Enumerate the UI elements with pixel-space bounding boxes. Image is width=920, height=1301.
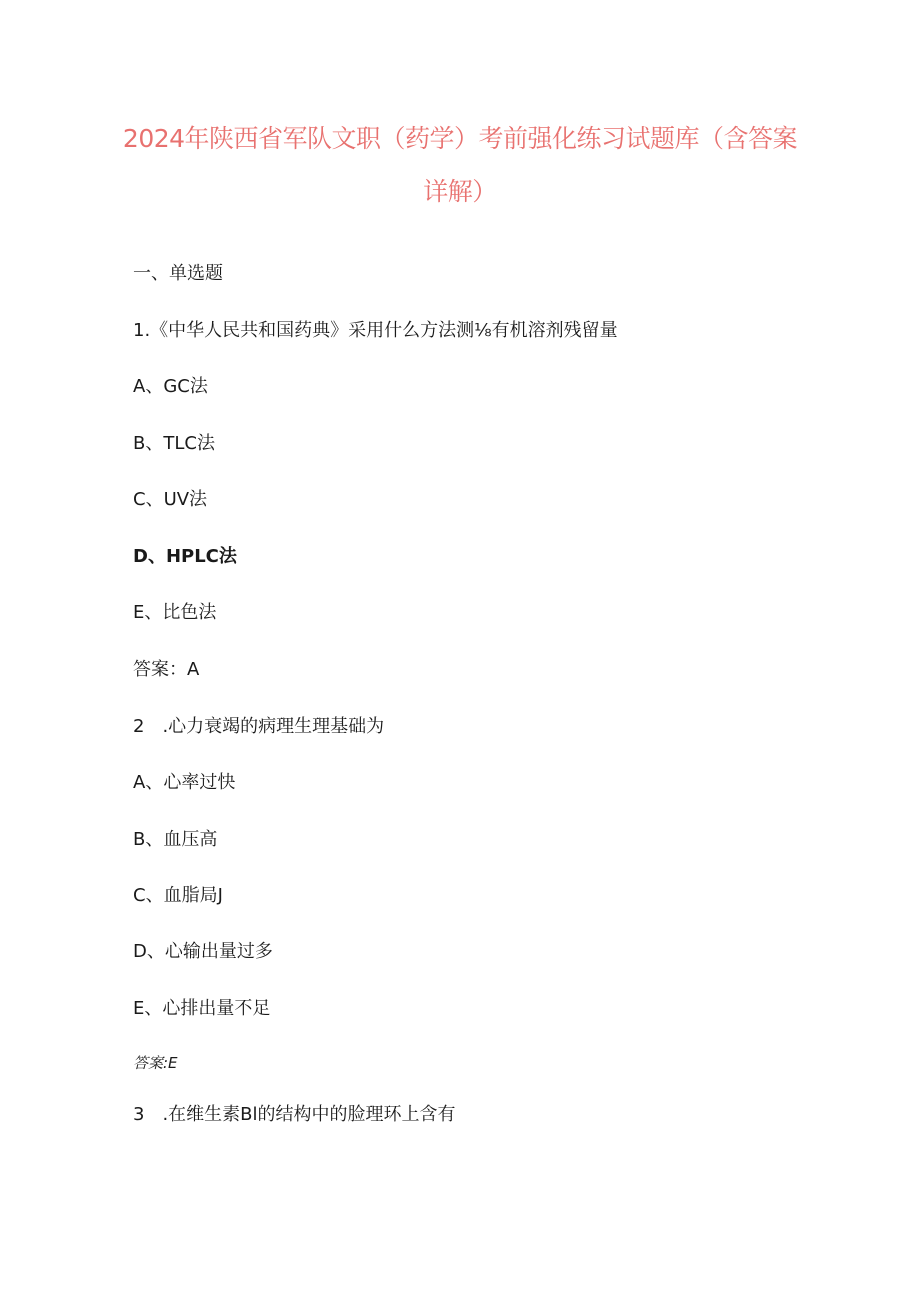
question-1-option-b: B、TLC法	[133, 433, 215, 454]
question-2-option-e: E、心排出量不足	[133, 998, 271, 1019]
question-2-stem: 2 .心力衰竭的病理生理基础为	[133, 716, 385, 737]
question-1-option-d: D、HPLC法	[133, 546, 237, 567]
question-1-option-e: E、比色法	[133, 602, 217, 623]
section-heading: 一、单选题	[133, 263, 223, 284]
document-title: 2024年陕西省军队文职（药学）考前强化练习试题库（含答案详解）	[122, 124, 798, 206]
question-1-stem: 1.《中华人民共和国药典》采用什么方法测⅛有机溶剂残留量	[133, 320, 618, 341]
question-1-option-c: C、UV法	[133, 489, 208, 510]
question-1-answer: 答案：A	[133, 659, 200, 680]
question-2-option-b: B、血压高	[133, 829, 218, 850]
question-3-stem: 3 .在维生素Bl的结构中的脸理环上含有	[133, 1104, 456, 1125]
question-2-option-d: D、心输出量过多	[133, 941, 273, 962]
question-1-option-a: A、GC法	[133, 376, 208, 397]
question-2-option-a: A、心率过快	[133, 772, 236, 793]
question-2-answer: 答案:E	[133, 1054, 178, 1072]
question-2-option-c: C、血脂局J	[133, 885, 223, 906]
